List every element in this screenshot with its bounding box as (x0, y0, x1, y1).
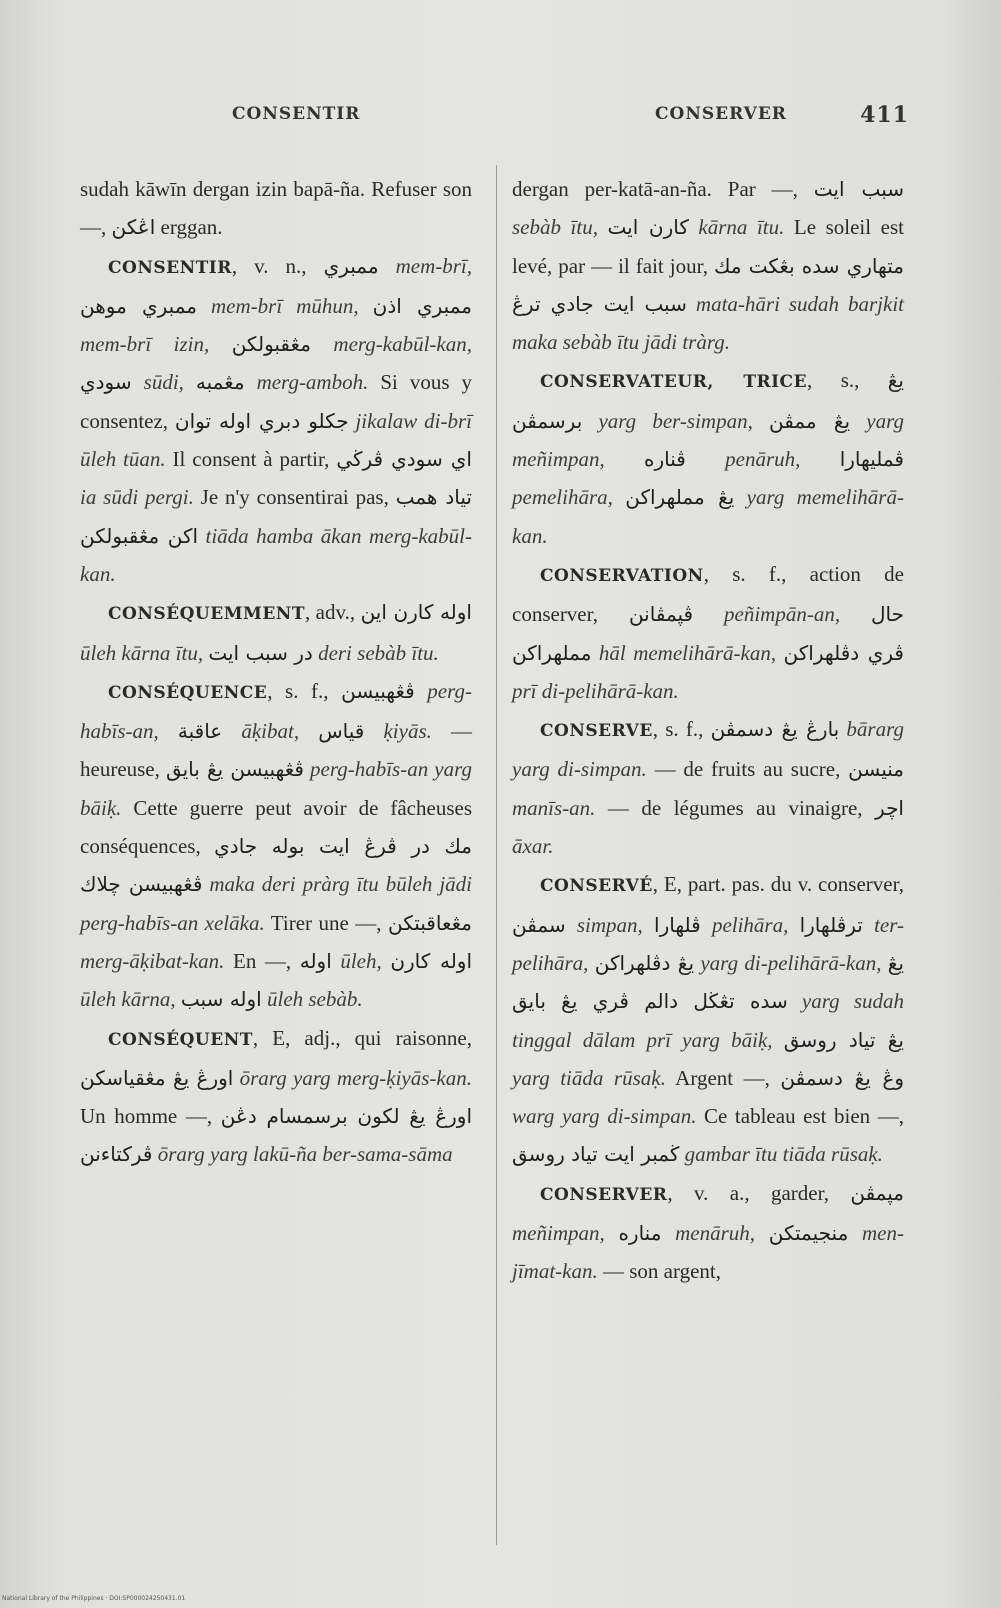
entry-headword: CONSERVE (540, 721, 653, 742)
jawi-text: يڠ مملهراكن (625, 485, 735, 510)
jawi-text: مڠمبه (195, 370, 245, 395)
entry-text: Cette guerre peut avoir de fâcheuses conséquences, (80, 795, 472, 859)
transliteration: men-jīmat-kan. (512, 1221, 904, 1284)
entry-headword: CONSERVÉ (540, 876, 653, 897)
transliteration: mem-brī izin, (80, 332, 232, 357)
jawi-text: يڠ دڤلهراكن (594, 950, 695, 975)
entry-headword: CONSÉQUENCE (108, 682, 268, 703)
transliteration: peñimpān-an, (693, 602, 871, 627)
entry-text: , s. f., (652, 717, 711, 742)
transliteration: sebàb ītu, (512, 215, 608, 240)
jawi-text: مناره (618, 1221, 662, 1246)
transliteration: merg-amboh. (244, 370, 369, 395)
transliteration: perg-habīs-an yarg bāiḳ. (80, 757, 472, 820)
transliteration: ūleh kārna ītu, (80, 640, 209, 665)
entry-text: Tirer une —, (264, 910, 388, 935)
jawi-text: ڤڽمڤانن (628, 602, 694, 627)
entry-headword: CONSERVER (540, 1184, 668, 1205)
jawi-text: اورڠ يڠ مڠقياسكن (80, 1065, 234, 1090)
dictionary-entry (512, 1174, 904, 1291)
entry-text: Un homme —, (80, 1104, 221, 1129)
footer-credit: National Library of the Philippines · DOI:SP000024250431.01 (2, 1595, 186, 1602)
jawi-text: وڠ يڠ دسمڤن (780, 1065, 904, 1090)
transliteration: ōrarg yarg lakū-ña ber-sama-sāma (152, 1142, 453, 1167)
entry-text: , s., (807, 368, 888, 393)
jawi-text: متهاري سده بڠكت مك سبب ايت جادي ترڠ (512, 253, 904, 316)
jawi-text: بارڠ يڠ دسمڤن (710, 717, 840, 742)
jawi-text: اوله كارن اين (360, 600, 472, 625)
jawi-text: تياد همب اكن مڠقبولكن (80, 485, 473, 548)
transliteration: yarg sudah tinggal dālam prī yarg bāiḳ, (512, 989, 904, 1052)
jawi-text: اي سودي ڤرڬي (336, 447, 472, 472)
jawi-text: سمڤن (512, 912, 566, 937)
right-column (512, 170, 904, 1291)
transliteration: simpan, (565, 912, 655, 937)
dictionary-entry (80, 672, 472, 1019)
transliteration: penāruh, (685, 447, 840, 472)
transliteration: ūleh sebàb. (261, 987, 363, 1012)
transliteration: ūleh kārna, (80, 987, 181, 1012)
jawi-text: قياس (318, 719, 365, 744)
dictionary-entry (512, 361, 904, 554)
transliteration: yarg di-pelihārā-kan, (694, 950, 888, 975)
transliteration: bārarg yarg di-simpan. (512, 717, 905, 782)
jawi-text: منيسن (848, 757, 905, 782)
entry-text: , E, adj., qui raisonne, (252, 1025, 472, 1050)
dictionary-entry (512, 865, 904, 1173)
transliteration: maka deri pràrg ītu būleh jādi perg-habīs-an xelāka. (80, 872, 472, 935)
jawi-text: يڠ برسمڤن (512, 368, 904, 433)
entry-text: , E, part. pas. du v. conserver, (652, 872, 904, 897)
dictionary-entry (80, 1019, 472, 1174)
dictionary-entry (80, 247, 472, 594)
entry-text: — son argent, (597, 1259, 721, 1284)
jawi-text: ممبري اذن (372, 293, 472, 318)
transliteration: ḳiyās. (364, 719, 432, 744)
transliteration: sūdi, (131, 370, 196, 395)
dictionary-entry (80, 593, 472, 672)
jawi-text: اوله (299, 948, 332, 973)
transliteration: ia sūdi pergi. (80, 485, 194, 510)
jawi-text: مڽمڤن (850, 1180, 904, 1205)
entry-text: , v. n., (231, 253, 324, 278)
entry-text: , s. f., (267, 678, 342, 703)
transliteration: pemelihāra, (512, 485, 626, 510)
entry-text: Si vous y consentez, (80, 370, 472, 433)
jawi-text: اوله كارن (390, 948, 473, 973)
dictionary-entry (80, 170, 472, 247)
jawi-text: سبب ايت (813, 177, 904, 201)
jawi-text: كارن ايت (607, 215, 689, 240)
dictionary-entry (512, 710, 904, 865)
transliteration: mem-brī, (378, 253, 472, 278)
transliteration: manīs-an. (512, 795, 596, 820)
column-divider (496, 165, 497, 1545)
transliteration: merg-kabūl-kan, (310, 332, 472, 357)
jawi-text: ڤڠهبيسن (341, 678, 415, 703)
jawi-text: ڤمليهارا (839, 447, 904, 472)
jawi-text: ترڤلهارا (799, 912, 863, 937)
entry-text: sudah kāwīn dergan izin bapā-ña. Refuser son —, (80, 177, 472, 240)
jawi-text: ڤناره (644, 447, 686, 472)
entry-text: En —, (224, 948, 300, 973)
transliteration: merg-āḳibat-kan. (80, 948, 225, 973)
entry-headword: CONSENTIR (108, 257, 232, 278)
left-column (80, 170, 472, 1174)
entry-text: Le soleil est levé, par — il fait jour, (512, 215, 904, 278)
jawi-text: يڠ ممڤن (769, 408, 851, 433)
jawi-text: اڠكن (111, 215, 156, 240)
transliteration: tiāda hamba ākan merg-kabūl-kan. (80, 523, 472, 586)
jawi-text: ڤلهارا (654, 912, 701, 937)
entry-headword: CONSÉQUEMMENT (108, 604, 305, 625)
transliteration: mata-hāri sudah barjkit maka sebàb ītu jādi tràrg. (512, 291, 904, 355)
entry-text: erggan. (155, 215, 223, 240)
transliteration: mem-brī mūhun, (196, 293, 373, 318)
running-head-left: CONSENTIR (232, 104, 361, 124)
entry-text: Ce tableau est bien —, (696, 1104, 904, 1129)
jawi-text: يڠ تياد روسق (783, 1027, 904, 1052)
jawi-text: اوله سبب (180, 987, 262, 1012)
entry-text: dergan per-katā-an-ña. Par —, (512, 177, 814, 201)
page-number: 411 (860, 102, 909, 128)
entry-text: Il consent à partir, (165, 447, 337, 472)
jawi-text: يڠ سده تڠڬل دالم ڤري يڠ بايق (512, 950, 904, 1014)
transliteration: meñimpan, (512, 1221, 619, 1246)
transliteration: āxar. (512, 834, 554, 859)
transliteration: āḳibat, (222, 719, 319, 744)
entry-text: Argent —, (665, 1065, 781, 1090)
entry-text: — de fruits au sucre, (646, 757, 849, 782)
transliteration: hāl memelihārā-kan, (591, 640, 784, 665)
jawi-text: جكلو دبري اوله توان (174, 408, 349, 433)
transliteration: pelihāra, (700, 912, 800, 937)
jawi-text: مڠعاقبتكن (387, 910, 472, 935)
transliteration: warg yarg di-simpan. (512, 1104, 697, 1129)
transliteration: gambar ītu tiāda rūsaḳ. (679, 1142, 883, 1167)
transliteration: perg-habīs-an, (80, 678, 472, 744)
entry-text: Je n'y consentirai pas, (193, 485, 396, 510)
entry-text: , v. a., garder, (667, 1180, 851, 1205)
entry-text: — heureuse, (80, 719, 472, 782)
jawi-text: عاقبة (177, 719, 223, 744)
running-head-right: CONSERVER (655, 104, 787, 124)
entry-text: — de légumes au vinaigre, (595, 795, 876, 820)
jawi-text: مڠقبولكن (231, 332, 311, 357)
jawi-text: سودي (80, 370, 132, 395)
jawi-text: اورڠ يڠ لكون برسمسام دڠن ڤركتاءنن (80, 1104, 472, 1167)
transliteration: ōrarg yarg merg-ḳiyās-kan. (233, 1065, 472, 1090)
jawi-text: ممبري موهن (80, 293, 197, 318)
entry-headword: CONSERVATEUR, TRICE (540, 372, 808, 393)
jawi-text: مك در ڤرڠ ايت بوله جادي ڤڠهبيسن چلاك (80, 834, 472, 897)
entry-headword: CONSÉQUENT (108, 1029, 253, 1050)
jawi-text: اچر (875, 795, 904, 820)
transliteration: yarg tiāda rūsaḳ. (512, 1065, 666, 1090)
jawi-text: حال مملهراكن (512, 602, 904, 665)
entry-text: , s. f., action de conserver, (512, 561, 904, 627)
transliteration: ūleh, (331, 948, 391, 973)
jawi-text: ڤري دڤلهراكن (783, 640, 904, 665)
transliteration: deri sebàb ītu. (312, 640, 439, 665)
transliteration: yarg ber-simpan, (582, 408, 769, 433)
transliteration: kārna ītu. (688, 215, 785, 240)
transliteration: prī di-pelihārā-kan. (512, 678, 679, 703)
entry-text: , adv., (305, 600, 361, 625)
transliteration: ter-pelihāra, (512, 912, 904, 975)
jawi-text: ممبري (323, 253, 379, 278)
jawi-text: ڤڠهبيسن يڠ بايق (165, 757, 304, 782)
jawi-text: در سبب ايت (208, 640, 313, 665)
jawi-text: ڬمبر ايت تياد روسق (512, 1142, 680, 1167)
dictionary-entry (512, 170, 904, 361)
dictionary-entry (512, 555, 904, 710)
transliteration: jikalaw di-brī ūleh tūan. (80, 408, 472, 472)
entry-headword: CONSERVATION (540, 565, 704, 586)
transliteration: yarg memelihārā-kan. (512, 485, 904, 548)
transliteration: menāruh, (661, 1221, 769, 1246)
jawi-text: منجيمتكن (768, 1221, 849, 1246)
transliteration: yarg meñimpan, (512, 408, 905, 472)
